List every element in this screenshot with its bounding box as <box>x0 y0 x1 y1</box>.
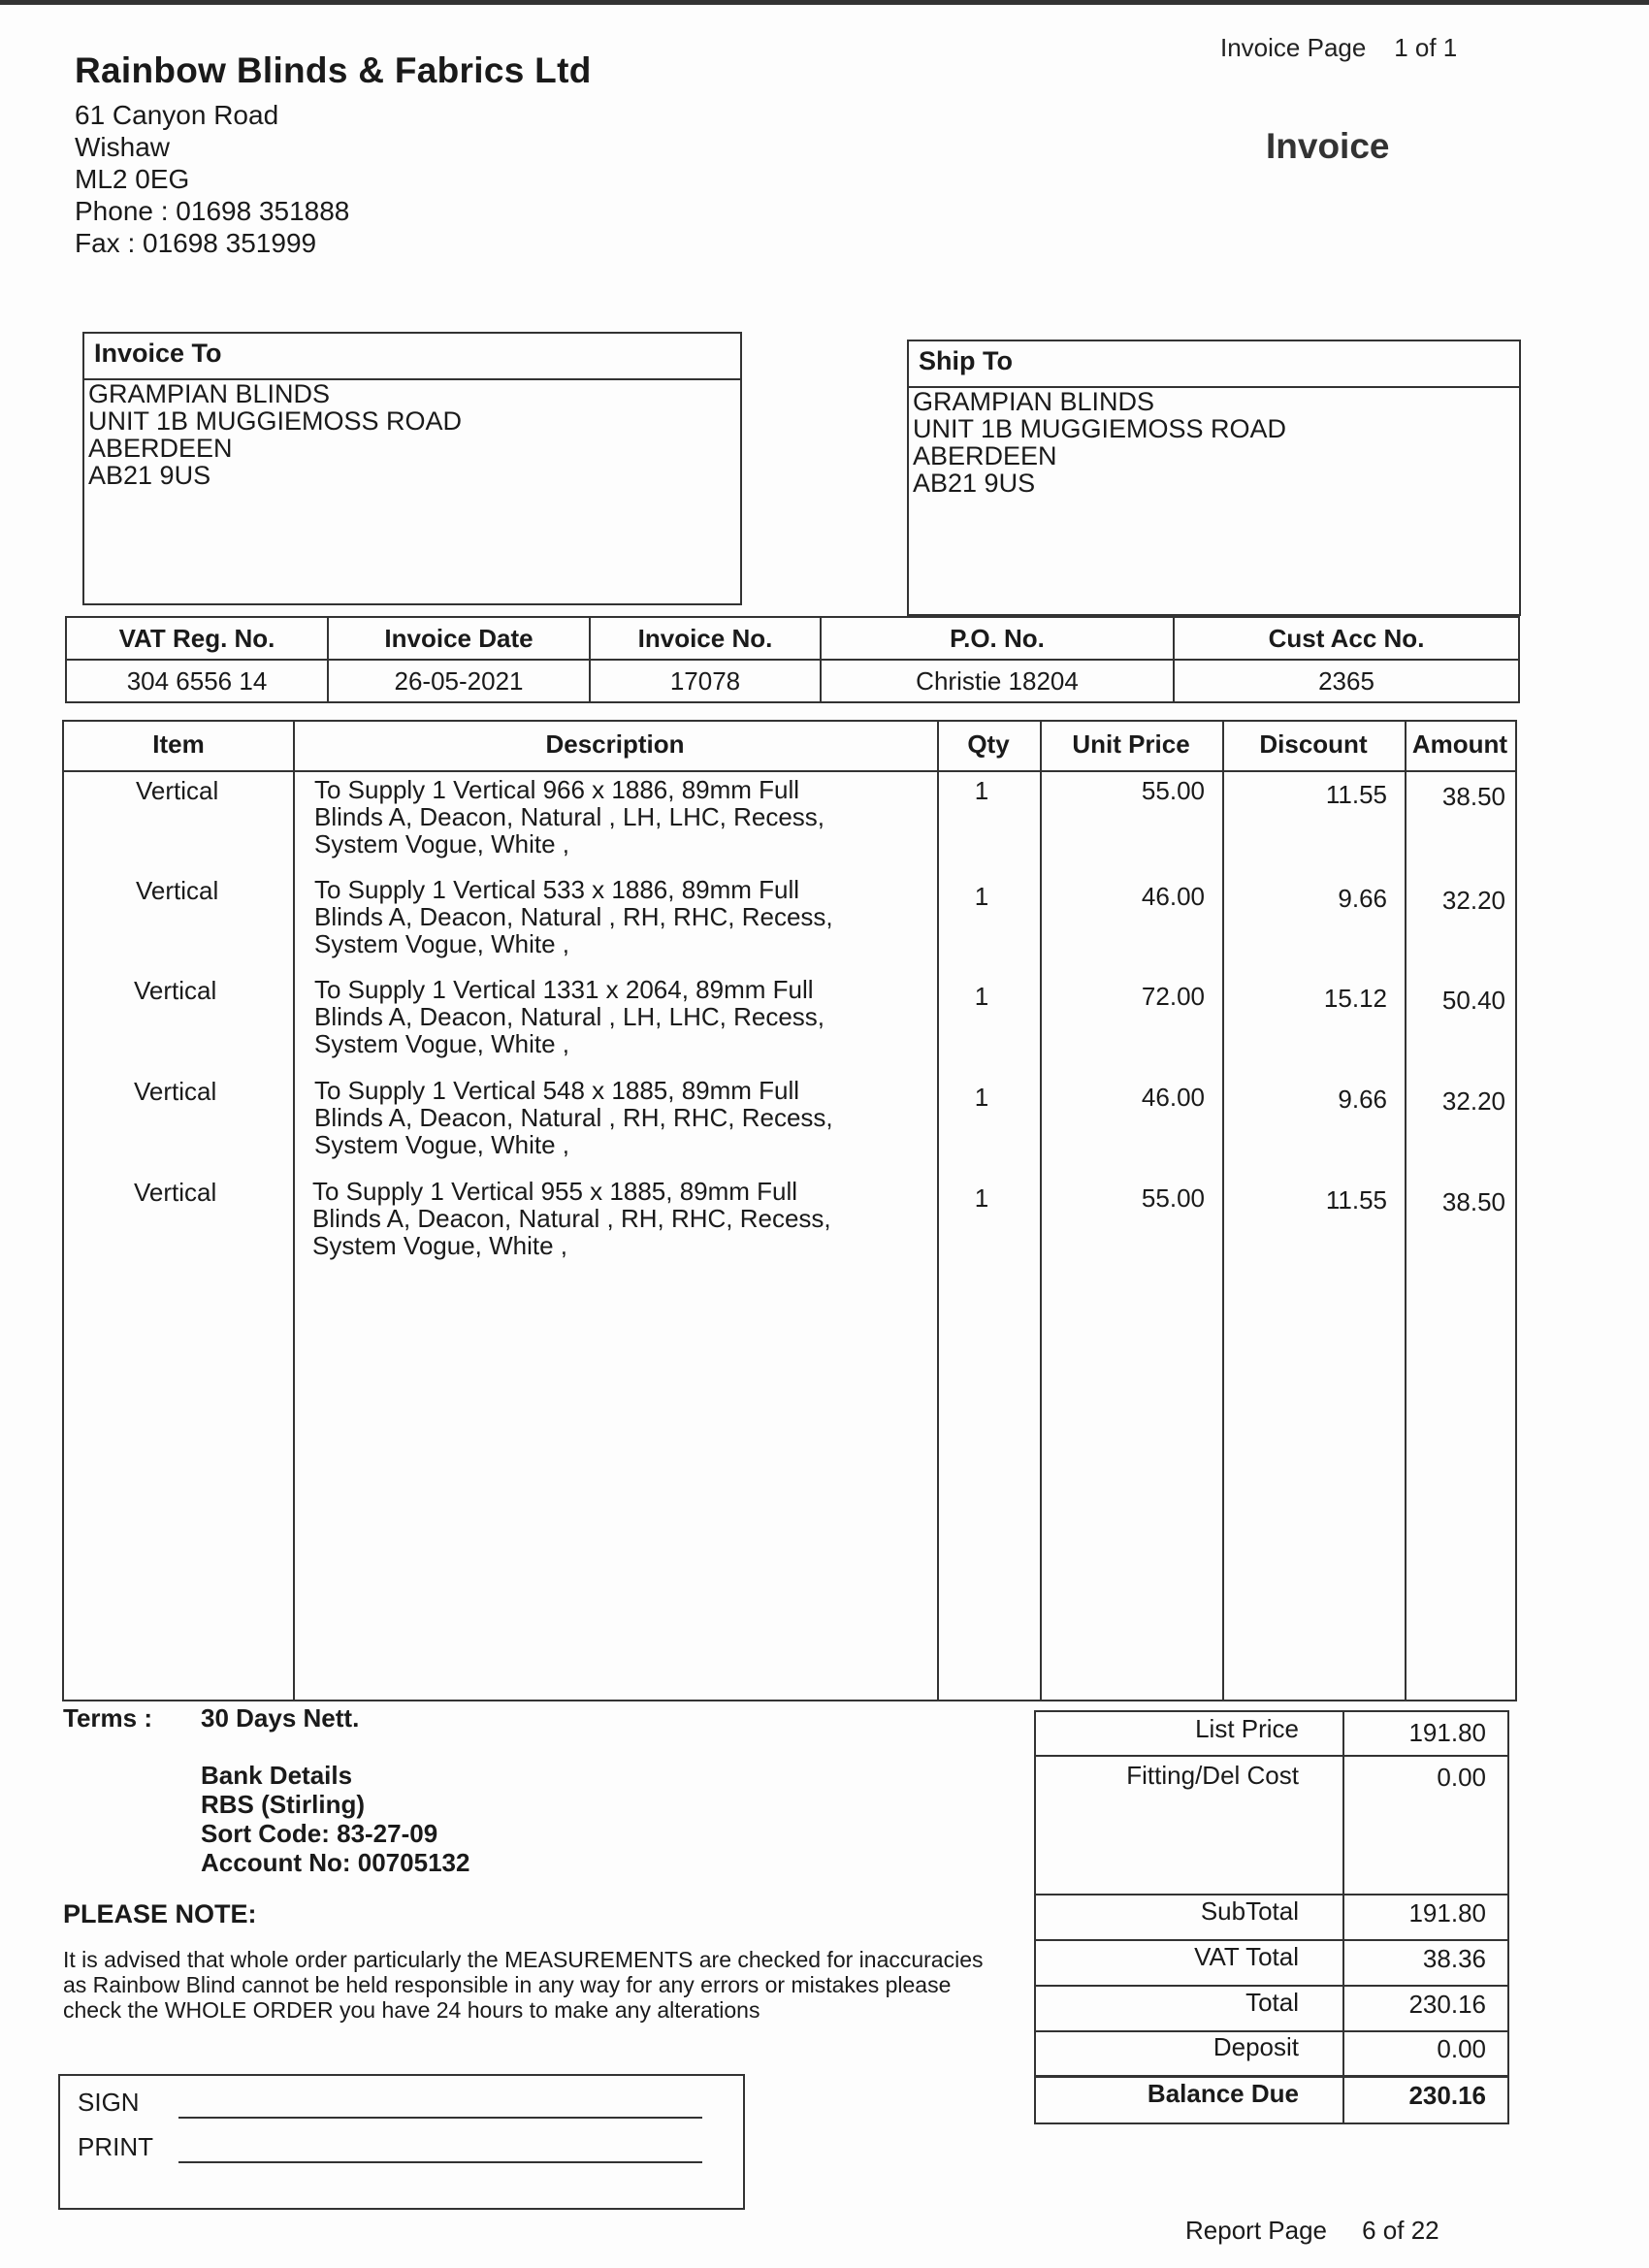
invoice-no-header: Invoice No. <box>590 617 821 660</box>
list-price-label: List Price <box>1195 1714 1299 1743</box>
address-line: ML2 0EG <box>75 164 190 194</box>
note-title: PLEASE NOTE: <box>63 1899 257 1928</box>
vat-reg-header: VAT Reg. No. <box>66 617 328 660</box>
company-name: Rainbow Blinds & Fabrics Ltd <box>75 50 592 90</box>
ship-to-heading: Ship To <box>909 341 1519 388</box>
unit-price-cell: 72.00 <box>1141 982 1205 1011</box>
address-line: AB21 9US <box>913 469 1036 498</box>
balance-label: Balance Due <box>1147 2079 1299 2108</box>
address-line: 61 Canyon Road <box>75 100 279 130</box>
item-column-header: Item <box>152 729 205 759</box>
amount-cell: 38.50 <box>1441 1187 1505 1216</box>
page-indicator: Invoice Page 1 of 1 <box>1220 33 1458 62</box>
table-row <box>64 976 1515 1073</box>
description-line: Blinds A, Deacon, Natural , RH, RHC, Recess, <box>314 902 833 931</box>
row-divider <box>1036 1755 1507 1757</box>
print-label: PRINT <box>78 2132 153 2161</box>
invoice-to-address <box>84 380 740 489</box>
description-line: To Supply 1 Vertical 966 x 1886, 89mm Full <box>314 775 800 804</box>
subtotal-value: 191.80 <box>1408 1898 1486 1928</box>
sign-line[interactable] <box>178 2117 702 2119</box>
line-items-header <box>64 722 1515 772</box>
po-no-value: Christie 18204 <box>821 660 1174 702</box>
description-column-header: Description <box>545 729 685 759</box>
item-cell: Vertical <box>134 976 217 1005</box>
discount-cell: 15.12 <box>1323 984 1387 1013</box>
address-line: AB21 9US <box>88 461 211 490</box>
bank-name: RBS (Stirling) <box>201 1790 365 1819</box>
item-cell: Vertical <box>134 1178 217 1207</box>
invoice-to-heading: Invoice To <box>84 334 740 380</box>
table-row <box>64 776 1515 873</box>
report-page: Report Page 6 of 22 <box>1185 2216 1439 2245</box>
description-line: Blinds A, Deacon, Natural , LH, LHC, Recess, <box>314 802 825 831</box>
amount-cell: 32.20 <box>1441 1086 1505 1116</box>
invoice-info-table <box>65 616 1520 703</box>
qty-cell: 1 <box>974 776 989 805</box>
discount-cell: 9.66 <box>1338 884 1387 913</box>
document-title: Invoice <box>1266 126 1390 166</box>
ship-to-box <box>907 340 1521 616</box>
unit-price-cell: 55.00 <box>1141 776 1205 805</box>
address-line: UNIT 1B MUGGIEMOSS ROAD <box>913 414 1287 443</box>
qty-column-header: Qty <box>967 729 1010 759</box>
fitting-label: Fitting/Del Cost <box>1126 1761 1299 1790</box>
item-cell: Vertical <box>134 1077 217 1106</box>
row-divider <box>1036 1894 1507 1895</box>
vat-label: VAT Total <box>1194 1942 1299 1971</box>
unit-price-cell: 46.00 <box>1141 882 1205 911</box>
fax-line: Fax : 01698 351999 <box>75 228 317 258</box>
note-text: It is advised that whole order particularly the MEASUREMENTS are checked for inaccuracies as Rainbow Blind cannot be held responsible in any way for any errors or mistakes please check the WHOLE ORDER you have 24 hours to make any alterations <box>63 1947 984 2023</box>
description-line: System Vogue, White , <box>314 1029 570 1058</box>
signature-box <box>58 2074 745 2210</box>
description-line: To Supply 1 Vertical 955 x 1885, 89mm Full <box>312 1177 798 1206</box>
cust-acc-header: Cust Acc No. <box>1174 617 1519 660</box>
description-cell <box>314 876 833 957</box>
terms-label: Terms : <box>63 1703 152 1733</box>
description-line: System Vogue, White , <box>314 1130 570 1159</box>
vat-value: 38.36 <box>1422 1944 1486 1973</box>
table-row <box>64 1077 1515 1174</box>
scan-edge <box>0 0 1649 5</box>
sort-code: Sort Code: 83-27-09 <box>201 1819 438 1848</box>
row-divider <box>1036 2075 1507 2078</box>
description-cell <box>314 1077 833 1158</box>
address-line: ABERDEEN <box>88 434 233 463</box>
address-line: UNIT 1B MUGGIEMOSS ROAD <box>88 406 463 436</box>
bank-details-title: Bank Details <box>201 1761 353 1790</box>
qty-cell: 1 <box>974 1083 989 1112</box>
amount-cell: 50.40 <box>1441 986 1505 1015</box>
item-cell: Vertical <box>136 776 219 805</box>
unit-price-cell: 55.00 <box>1141 1183 1205 1213</box>
vat-reg-value: 304 6556 14 <box>66 660 328 702</box>
discount-cell: 9.66 <box>1338 1085 1387 1114</box>
table-row <box>64 1178 1515 1275</box>
cust-acc-value: 2365 <box>1174 660 1519 702</box>
bank-details <box>201 1761 469 1877</box>
address-line: Wishaw <box>75 132 171 162</box>
invoice-date-header: Invoice Date <box>328 617 590 660</box>
table-row <box>64 876 1515 973</box>
unit-price-column-header: Unit Price <box>1072 729 1190 759</box>
deposit-label: Deposit <box>1212 2032 1299 2061</box>
account-number: Account No: 00705132 <box>201 1848 470 1877</box>
invoice-to-box <box>82 332 742 605</box>
amount-cell: 38.50 <box>1441 782 1505 811</box>
description-line: To Supply 1 Vertical 533 x 1886, 89mm Full <box>314 875 800 904</box>
item-cell: Vertical <box>136 876 219 905</box>
total-label: Total <box>1245 1988 1299 2017</box>
deposit-value: 0.00 <box>1437 2034 1486 2063</box>
ship-to-address <box>909 388 1519 497</box>
print-line[interactable] <box>178 2161 702 2163</box>
description-line: Blinds A, Deacon, Natural , LH, LHC, Recess, <box>314 1002 825 1031</box>
line-items-table <box>62 720 1517 1701</box>
description-cell <box>314 976 824 1057</box>
totals-divider <box>1342 1712 1344 2122</box>
qty-cell: 1 <box>974 882 989 911</box>
discount-cell: 11.55 <box>1325 1185 1387 1215</box>
subtotal-label: SubTotal <box>1200 1896 1299 1926</box>
description-line: Blinds A, Deacon, Natural , RH, RHC, Recess, <box>314 1103 833 1132</box>
terms-value: 30 Days Nett. <box>201 1703 360 1733</box>
discount-cell: 11.55 <box>1325 780 1387 809</box>
invoice-date-value: 26-05-2021 <box>328 660 590 702</box>
amount-cell: 32.20 <box>1441 886 1505 915</box>
totals-box <box>1034 1710 1509 2124</box>
description-cell <box>312 1178 831 1259</box>
company-address <box>75 99 349 259</box>
description-line: System Vogue, White , <box>312 1231 568 1260</box>
balance-value: 230.16 <box>1408 2081 1486 2110</box>
description-line: System Vogue, White , <box>314 929 570 958</box>
address-line: GRAMPIAN BLINDS <box>88 379 331 408</box>
row-divider <box>1036 1985 1507 1987</box>
description-line: Blinds A, Deacon, Natural , RH, RHC, Recess, <box>312 1204 831 1233</box>
unit-price-cell: 46.00 <box>1141 1083 1205 1112</box>
description-line: To Supply 1 Vertical 548 x 1885, 89mm Full <box>314 1076 800 1105</box>
invoice-no-value: 17078 <box>590 660 821 702</box>
qty-cell: 1 <box>974 982 989 1011</box>
description-line: System Vogue, White , <box>314 829 570 859</box>
address-line: ABERDEEN <box>913 441 1057 470</box>
qty-cell: 1 <box>974 1183 989 1213</box>
discount-column-header: Discount <box>1259 729 1368 759</box>
row-divider <box>1036 1939 1507 1941</box>
total-value: 230.16 <box>1408 1990 1486 2019</box>
address-line: GRAMPIAN BLINDS <box>913 387 1155 416</box>
description-cell <box>314 776 824 858</box>
po-no-header: P.O. No. <box>821 617 1174 660</box>
phone-line: Phone : 01698 351888 <box>75 196 350 226</box>
sign-label: SIGN <box>78 2088 140 2117</box>
description-line: To Supply 1 Vertical 1331 x 2064, 89mm Full <box>314 975 814 1004</box>
fitting-value: 0.00 <box>1437 1763 1486 1792</box>
amount-column-header: Amount <box>1411 729 1508 759</box>
list-price-value: 191.80 <box>1408 1718 1486 1747</box>
